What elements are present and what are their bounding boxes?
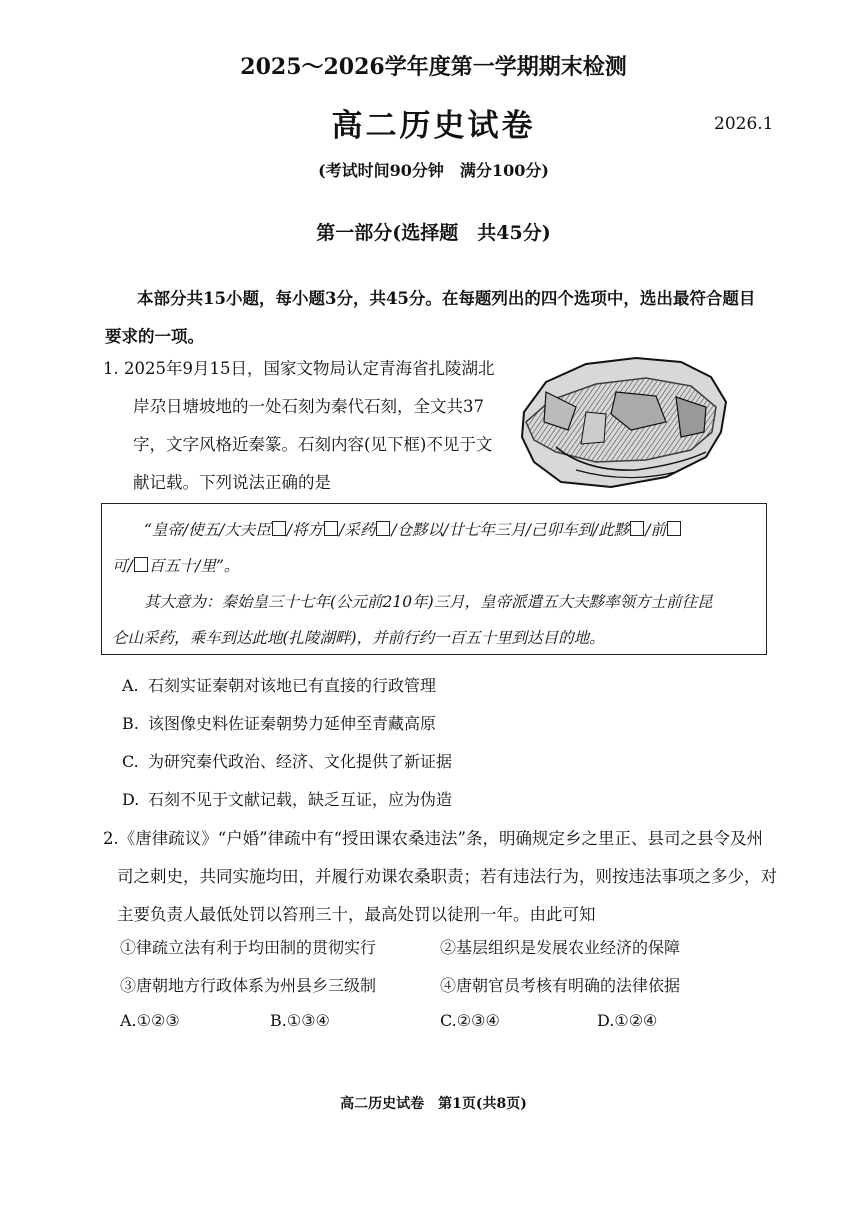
question-2-statement-2: ②基层组织是发展农业经济的保障 — [440, 938, 681, 957]
quote-line-1: “皇帝/使五/大夫臣 /将方 /采药 /仓黟以/廿七年三月/己卯车到/此黟 /前 — [112, 512, 756, 548]
question-2-number: 2. — [103, 829, 119, 848]
question-1-number: 1. — [103, 359, 119, 378]
quote-line-2: 可/ 百五十/里”。 — [112, 557, 240, 575]
question-1-stem — [103, 350, 503, 502]
question-1-option-d[interactable]: D. 石刻不见于文献记载，缺乏互证，应为伪造 — [122, 790, 453, 809]
question-1-option-c[interactable]: C. 为研究秦代政治、经济、文化提供了新证据 — [122, 752, 453, 771]
quote-line-4: 仑山采药，乘车到达此地(扎陵湖畔)，并前行约一百五十里到达目的地。 — [112, 629, 605, 647]
question-1-line-4: 献记载。下列说法正确的是 — [133, 473, 331, 492]
question-1-line-3: 字，文字风格近秦篆。石刻内容(见下框)不见于文 — [133, 435, 493, 454]
missing-char-box — [667, 521, 681, 536]
missing-char-box — [134, 557, 148, 572]
question-2-line-2: 司之刺史，共同实施均田，并履行劝课农桑职责；若有违法行为，则按违法事项之多少，对 — [117, 867, 777, 886]
page-footer: 高二历史试卷 第1页(共8页) — [340, 1096, 527, 1112]
question-2-stem — [103, 820, 783, 934]
question-2-option-a[interactable]: A.①②③ — [120, 1011, 180, 1030]
question-2-option-c[interactable]: C.②③④ — [440, 1011, 500, 1030]
question-2-statement-1: ①律疏立法有利于均田制的贯彻实行 — [120, 938, 377, 957]
quote-line-3: 其大意为：秦始皇三十七年(公元前210年)三月，皇帝派遣五大夫黟率领方士前往昆 — [144, 593, 713, 611]
question-2-statement-4: ④唐朝官员考核有明确的法律依据 — [440, 976, 681, 995]
instructions-line-2: 要求的一项。 — [105, 327, 204, 346]
question-2-statement-3: ③唐朝地方行政体系为州县乡三级制 — [120, 976, 377, 995]
question-2-line-1: 《唐律疏议》“户婚”律疏中有“授田课农桑违法”条，明确规定乡之里正、县司之县令及州 — [118, 829, 763, 848]
question-1-option-b[interactable]: B. 该图像史料佐证秦朝势力延伸至青藏高原 — [122, 714, 437, 733]
exam-note: (考试时间90分钟 满分100分) — [318, 161, 549, 180]
question-1-option-a[interactable]: A. 石刻实证秦朝对该地已有直接的行政管理 — [122, 676, 437, 695]
missing-char-box — [272, 521, 286, 536]
question-1-line-1: 2025年9月15日，国家文物局认定青海省扎陵湖北 — [124, 359, 495, 378]
exam-subtitle: 2025～2026学年度第一学期期末检测 — [240, 54, 627, 80]
part-heading: 第一部分(选择题 共45分) — [316, 222, 551, 244]
missing-char-box — [376, 521, 390, 536]
question-1-line-2: 岸尕日塘坡地的一处石刻为秦代石刻，全文共37 — [133, 397, 484, 416]
question-2-option-d[interactable]: D.①②④ — [597, 1011, 658, 1030]
stone-inscription-image — [516, 352, 738, 492]
exam-date: 2026.1 — [714, 114, 774, 134]
instructions — [105, 280, 785, 356]
missing-char-box — [324, 521, 338, 536]
page-title: 高二历史试卷 — [331, 108, 536, 144]
missing-char-box — [630, 521, 644, 536]
question-2-option-b[interactable]: B.①③④ — [270, 1011, 330, 1030]
instructions-line-1: 本部分共15小题，每小题3分，共45分。在每题列出的四个选项中，选出最符合题目 — [137, 289, 756, 308]
question-2-line-3: 主要负责人最低处罚以笞刑三十，最高处罚以徒刑一年。由此可知 — [117, 905, 596, 924]
inscription-quote-box — [101, 503, 767, 655]
